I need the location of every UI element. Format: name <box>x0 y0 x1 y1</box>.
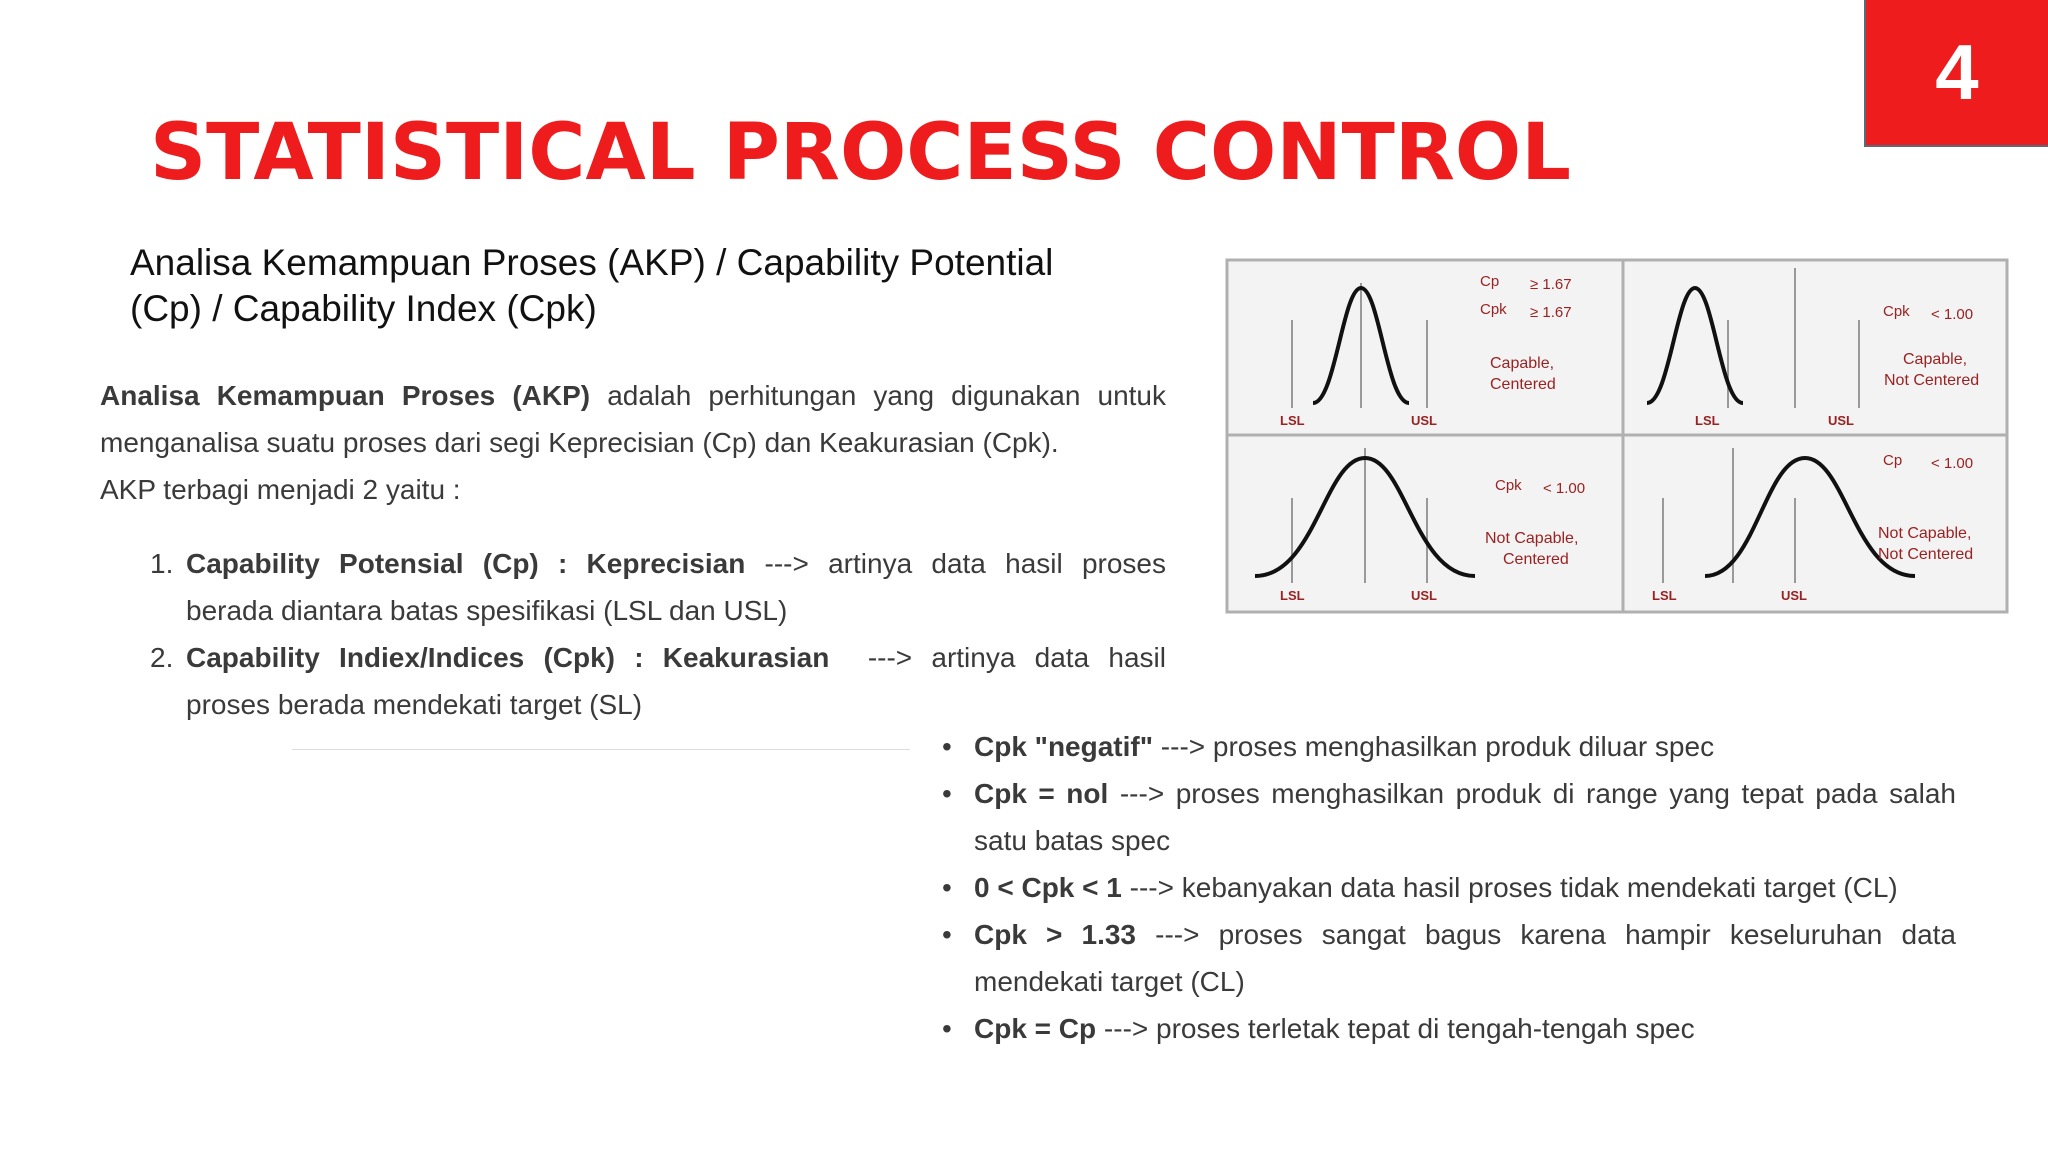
bullet-item <box>940 1005 1956 1052</box>
condition-value: < 1.00 <box>1931 455 1974 472</box>
bullet-bold: Cpk "negatif" <box>974 731 1154 762</box>
condition-value: < 1.00 <box>1543 480 1586 497</box>
intro-line-1-rest: adalah perhitungan yang digunakan untuk <box>590 380 1166 411</box>
item-bold: Capability Indiex/Indices (Cpk) : Keakurasian <box>186 642 830 673</box>
intro-bold-term: Analisa Kemampuan Proses (AKP) <box>100 380 591 411</box>
item-number: 2. <box>150 642 174 673</box>
panel-label: Not Centered <box>1878 546 1974 563</box>
panel-label: Centered <box>1503 551 1569 568</box>
condition-label: Cp <box>1883 452 1903 469</box>
item-line-1 <box>186 540 1166 587</box>
intro-paragraph <box>100 372 1166 513</box>
condition-value: < 1.00 <box>1931 306 1974 323</box>
condition-label: Cp <box>1480 273 1500 290</box>
divider-line <box>292 749 910 750</box>
lsl-label: LSL <box>1280 413 1305 428</box>
intro-line-3: AKP terbagi menjadi 2 yaitu : <box>100 474 461 505</box>
bullet-dot: • <box>942 872 952 903</box>
panel-label: Not Centered <box>1884 372 1980 389</box>
bullet-rest: ---> proses terletak tepat di tengah-tengah spec <box>1096 1013 1695 1044</box>
item-line-2: proses berada mendekati target (SL) <box>186 689 643 720</box>
bullet-bold: 0 < Cpk < 1 <box>974 872 1122 903</box>
bullet-bold: Cpk = Cp <box>974 1013 1097 1044</box>
item-line-2: berada diantara batas spesifikasi (LSL dan USL) <box>186 595 788 626</box>
lsl-label: LSL <box>1280 588 1305 603</box>
bullet-bold: Cpk = nol <box>974 778 1109 809</box>
bullet-dot: • <box>942 778 952 809</box>
bullet-dot: • <box>942 1013 952 1044</box>
bullet-item <box>940 864 1956 911</box>
condition-label: Cpk <box>1495 477 1522 494</box>
usl-label: USL <box>1781 588 1807 603</box>
bullet-item <box>940 770 1956 864</box>
bullet-continuation: mendekati target (CL) <box>974 966 1245 997</box>
intro-line-1 <box>100 372 1166 419</box>
lsl-label: LSL <box>1695 413 1720 428</box>
panel-label: Not Capable, <box>1485 530 1579 547</box>
condition-label: Cpk <box>1480 301 1507 318</box>
usl-label: USL <box>1411 588 1437 603</box>
subtitle-line-2: (Cp) / Capability Index (Cpk) <box>130 288 597 329</box>
item-bold: Capability Potensial (Cp) : Keprecisian <box>186 548 746 579</box>
numbered-item <box>150 634 1166 728</box>
numbered-item <box>150 540 1166 634</box>
item-line-1 <box>186 634 1166 681</box>
bullet-bold: Cpk > 1.33 <box>974 919 1136 950</box>
condition-value: ≥ 1.67 <box>1530 304 1572 321</box>
bullet-continuation: satu batas spec <box>974 825 1171 856</box>
numbered-list <box>150 540 1166 728</box>
usl-label: USL <box>1411 413 1437 428</box>
slide-title: STATISTICAL PROCESS CONTROL <box>150 108 1571 198</box>
bullet-rest: ---> proses menghasilkan produk di range yang tepat pada salah <box>1108 778 1957 809</box>
panel-label: Capable, <box>1903 351 1968 368</box>
panel-label: Not Capable, <box>1878 525 1972 542</box>
bullet-item <box>940 911 1956 1005</box>
bullet-rest: ---> proses sangat bagus karena hampir keseluruhan data <box>1136 919 1956 950</box>
bullet-dot: • <box>942 919 952 950</box>
usl-label: USL <box>1828 413 1854 428</box>
capability-figure <box>1225 258 2009 614</box>
bullet-rest: ---> kebanyakan data hasil proses tidak mendekati target (CL) <box>1121 872 1898 903</box>
item-number: 1. <box>150 548 174 579</box>
panel-label: Capable, <box>1490 355 1555 372</box>
bullet-item <box>940 723 1956 770</box>
item-rest: ---> artinya data hasil <box>829 642 1166 673</box>
item-rest: ---> artinya data hasil proses <box>745 548 1166 579</box>
condition-label: Cpk <box>1883 303 1910 320</box>
page-number-badge: 4 <box>1864 0 2048 147</box>
bullet-list <box>940 723 1956 1052</box>
bullet-dot: • <box>942 731 952 762</box>
slide-subtitle <box>130 240 1130 332</box>
panel-label: Centered <box>1490 376 1556 393</box>
subtitle-line-1: Analisa Kemampuan Proses (AKP) / Capability Potential <box>130 242 1054 283</box>
condition-value: ≥ 1.67 <box>1530 276 1572 293</box>
intro-line-2: menganalisa suatu proses dari segi Keprecisian (Cp) dan Keakurasian (Cpk). <box>100 427 1059 458</box>
bullet-rest: ---> proses menghasilkan produk diluar spec <box>1153 731 1715 762</box>
lsl-label: LSL <box>1652 588 1677 603</box>
